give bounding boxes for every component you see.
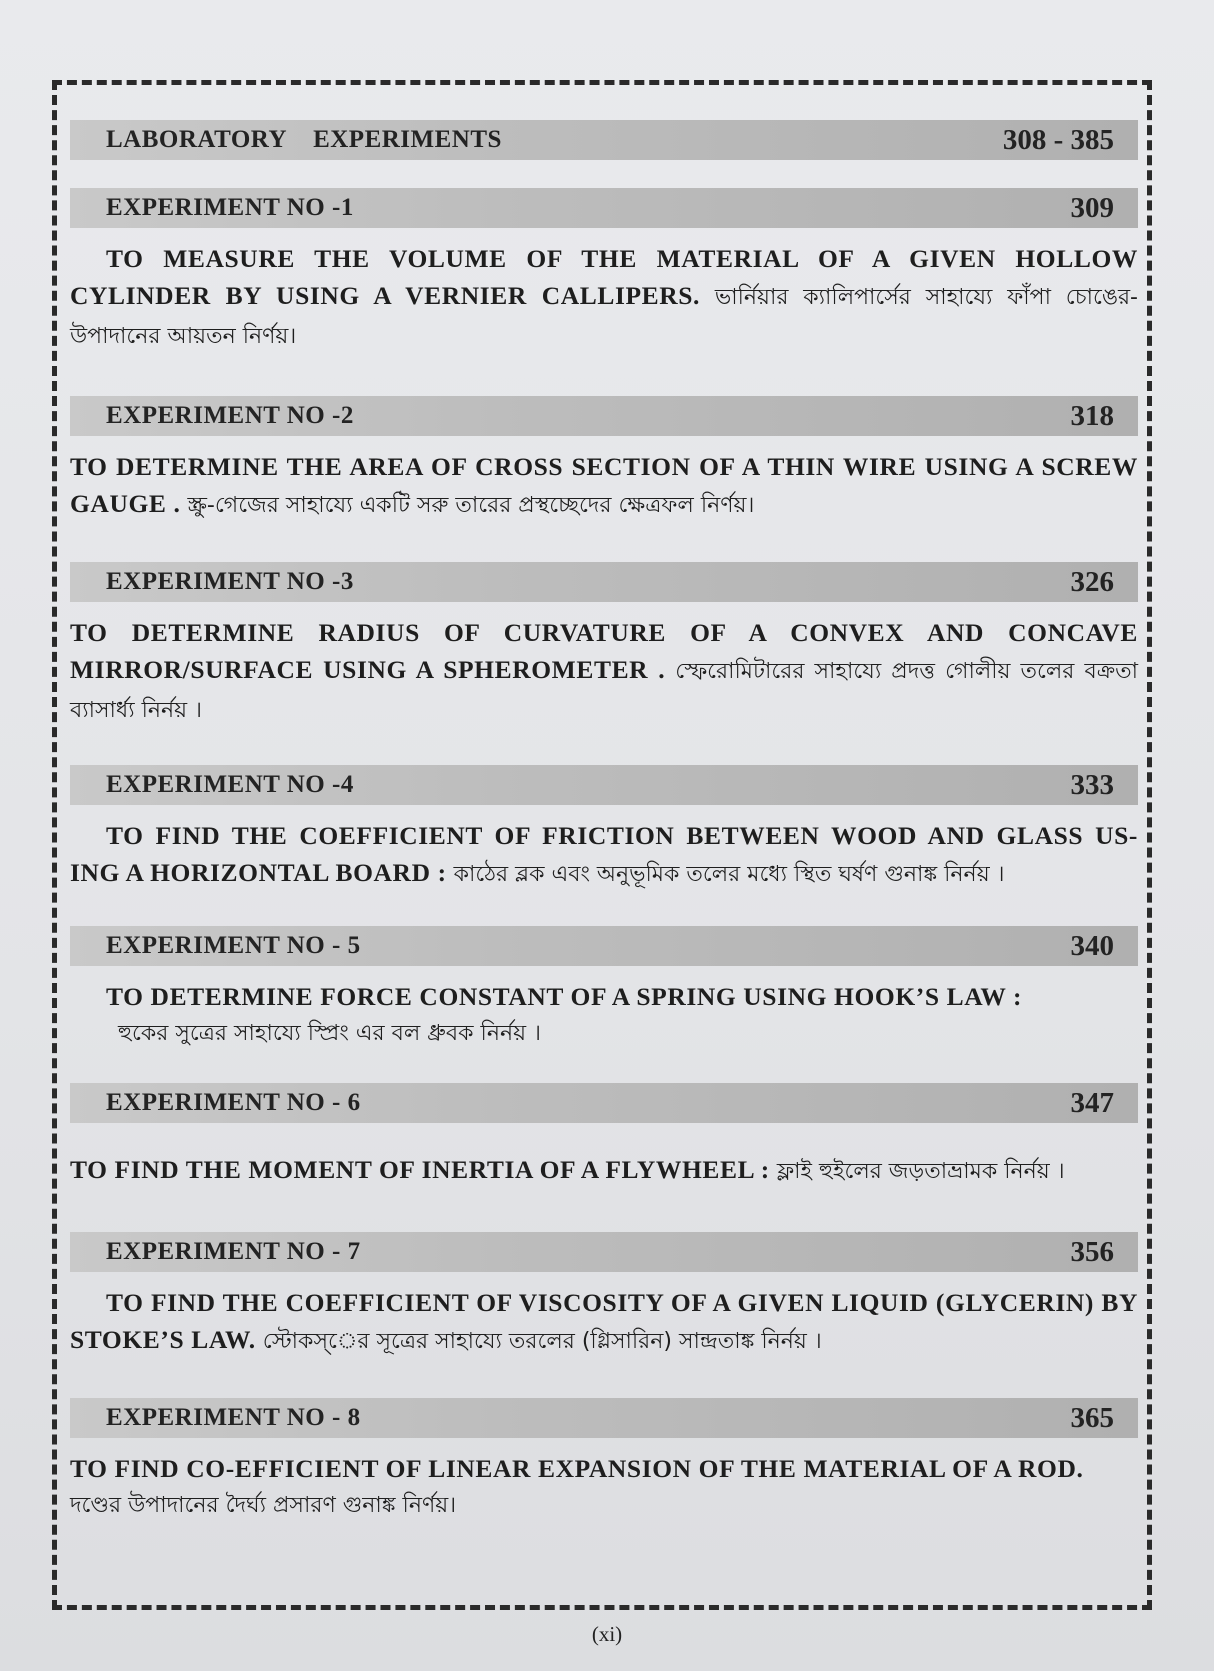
toc-entry-experiment-7 [70, 1232, 1138, 1360]
entry-header-bar [70, 1083, 1138, 1123]
entry-title-bn: দণ্ডের উপাদানের দৈর্ঘ্য প্রসারণ গুনাঙ্ক নির্ণয়। [70, 1493, 457, 1518]
entry-header-bar [70, 765, 1138, 805]
entry-label: EXPERIMENT NO - 6 [106, 1089, 361, 1116]
entry-description [70, 817, 1138, 893]
entry-description [70, 978, 1138, 1052]
entry-page-number: 318 [1070, 399, 1114, 432]
entry-label: EXPERIMENT NO - 8 [106, 1404, 361, 1431]
entry-title-bn: ভার্নিয়ার ক্যালিপার্সের সাহায্যে ফাঁপা চোঙের-উপাদানের আয়তন নির্ণয়। [70, 285, 1138, 349]
entry-header-bar [70, 926, 1138, 966]
entry-title-en: TO FIND THE COEFFICIENT OF VISCOSITY OF A GIVEN LIQUID (GLYCERIN) BY STOKE’S LAW. [70, 1288, 1138, 1354]
entry-title-bn: স্ক্রু-গেজের সাহায্যে একটি সরু তারের প্রস্থচ্ছেদের ক্ষেত্রফল নির্ণয়। [187, 493, 755, 518]
entry-page-number: 340 [1070, 929, 1114, 962]
entry-title-bn: ফ্লাই হুইলের জড়তাভ্রামক নির্নয় । [776, 1159, 1065, 1184]
entry-title-en: TO FIND THE COEFFICIENT OF FRICTION BETWEEN WOOD AND GLASS US-ING A HORIZONTAL BOARD : [70, 821, 1138, 887]
entry-page-number: 347 [1070, 1086, 1114, 1119]
toc-entry-experiment-6 [70, 1083, 1138, 1190]
entry-header-bar [70, 1398, 1138, 1438]
entry-title-en: TO DETERMINE THE AREA OF CROSS SECTION OF A THIN WIRE USING A SCREW GAUGE . [70, 452, 1138, 518]
entry-label: EXPERIMENT NO - 5 [106, 932, 361, 959]
entry-title-bn: স্ফেরোমিটারের সাহায্যে প্রদত্ত গোলীয় তলের বক্রতা ব্যাসার্ধ্য নির্নয় । [70, 659, 1138, 723]
toc-entry-experiment-2 [70, 396, 1138, 524]
entry-title-en: TO DETERMINE RADIUS OF CURVATURE OF A CONVEX AND CONCAVE MIRROR/SURFACE USING A SPHEROMETER . [70, 618, 1138, 684]
entry-header-bar [70, 1232, 1138, 1272]
entry-page-number: 309 [1070, 191, 1114, 224]
entry-description [70, 614, 1138, 729]
lab-experiments-pages: 308 - 385 [1002, 123, 1114, 156]
entry-description [70, 448, 1138, 524]
entry-page-number: 356 [1070, 1235, 1114, 1268]
toc-entry-experiment-4 [70, 765, 1138, 893]
entry-label: EXPERIMENT NO -2 [106, 402, 354, 429]
entry-label: EXPERIMENT NO -4 [106, 771, 354, 798]
toc-entry-experiment-1 [70, 188, 1138, 355]
entry-title-bn: হুকের সুত্রের সাহায্যে স্প্রিং এর বল ধ্রুবক নির্নয় । [118, 1021, 541, 1046]
entry-description [70, 1284, 1138, 1360]
entry-title-en: TO FIND THE MOMENT OF INERTIA OF A FLYWHEEL : [70, 1155, 770, 1184]
entry-title-en: TO MEASURE THE VOLUME OF THE MATERIAL OF A GIVEN HOLLOW CYLINDER BY USING A VERNIER CALLIPERS. [70, 244, 1138, 310]
entry-title-en: TO FIND CO-EFFICIENT OF LINEAR EXPANSION OF THE MATERIAL OF A ROD. [70, 1454, 1084, 1483]
toc-entry-experiment-5 [70, 926, 1138, 1052]
entry-page-number: 326 [1070, 565, 1114, 598]
entry-header-bar [70, 396, 1138, 436]
entry-label: EXPERIMENT NO - 7 [106, 1238, 361, 1265]
entry-label: EXPERIMENT NO -3 [106, 568, 354, 595]
entry-description [70, 1151, 1138, 1190]
lab-experiments-title: LABORATORY EXPERIMENTS [106, 126, 502, 153]
entry-label: EXPERIMENT NO -1 [106, 194, 354, 221]
lab-experiments-header [70, 120, 1138, 160]
entry-header-bar [70, 562, 1138, 602]
entry-description [70, 240, 1138, 355]
entry-description [70, 1450, 1138, 1524]
entry-title-en: TO DETERMINE FORCE CONSTANT OF A SPRING USING HOOK’S LAW : [106, 982, 1023, 1011]
page-folio: (xi) [591, 1622, 623, 1646]
entry-header-bar [70, 188, 1138, 228]
entry-title-bn: স্টোকস্‌ের সূত্রের সাহায্যে তরলের (গ্লিসারিন) সান্দ্রতাঙ্ক নির্নয় । [262, 1329, 822, 1354]
entry-page-number: 365 [1070, 1401, 1114, 1434]
entry-title-bn: কাঠের ব্লক এবং অনুভূমিক তলের মধ্যে স্থিত ঘর্ষণ গুনাঙ্ক নির্নয় । [453, 862, 1005, 887]
toc-entry-experiment-3 [70, 562, 1138, 729]
section-header-bar [70, 120, 1138, 160]
entry-page-number: 333 [1070, 768, 1114, 801]
toc-entry-experiment-8 [70, 1398, 1138, 1524]
